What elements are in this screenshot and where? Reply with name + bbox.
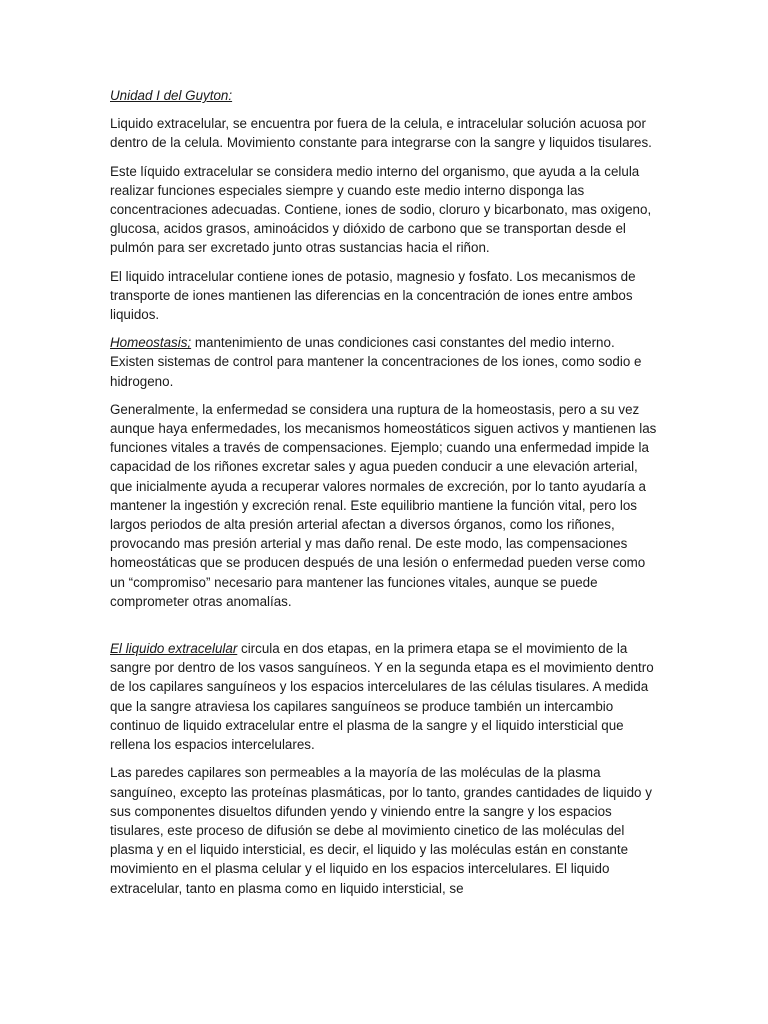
document-title xyxy=(110,86,662,105)
paragraph-4-text: mantenimiento de unas condiciones casi constantes del medio interno. Existen sistemas de control para mantener la concentraciones de los iones, como sodio e hidrogeno. xyxy=(110,335,642,389)
paragraph-5: Generalmente, la enfermedad se considera una ruptura de la homeostasis, pero a su vez aunque haya enfermedades, los mecanismos homeostáticos siguen activos y mantienen las funciones vitales a través de compensaciones. Ejemplo; cuando una enfermedad impide la capacidad de los riñones excretar sales y agua pueden conducir a une elevación arterial, que inicialmente ayuda a recuperar valores normales de excreción, por lo tanto ayudaría a mantener la ingestión y excreción renal. Este equilibrio mantiene la función vital, pero los largos periodos de alta presión arterial afectan a diversos órganos, como los riñones, provocando mas presión arterial y mas daño renal. De este modo, las compensaciones homeostáticas que se producen después de una lesión o enfermedad pueden verse como un “compromiso” necesario para mantener las funciones vitales, aunque se puede comprometer otras anomalías. xyxy=(110,401,657,609)
paragraph-6-text: circula en dos etapas, en la primera etapa se el movimiento de la sangre por dentro de los vasos sanguíneos. Y en la segunda etapa es el movimiento dentro de los capilares sanguíneos y los espacios intercelulares de las células tisulares. A medida que la sangre atraviesa los capilares sanguíneos se produce también un intercambio continuo de liquido extracelular entre el plasma de la sangre y el liquido intersticial que rellena los espacios intercelulares. xyxy=(110,641,654,753)
blank-line xyxy=(110,620,662,639)
paragraph-7: Las paredes capilares son permeables a la mayoría de las moléculas de la plasma sanguíneo, excepto las proteínas plasmáticas, por lo tanto, grandes cantidades de liquido y sus componentes disueltos difunden yendo y viniendo entre la sangre y los espacios tisulares, este proceso de difusión se debe al movimiento cinetico de las moléculas del plasma y en el liquido intersticial, es decir, el liquido y las moléculas están en constante movimiento en el plasma celular y el liquido en los espacios intercelulares. El liquido extracelular, tanto en plasma como en liquido intersticial, se xyxy=(110,765,652,896)
paragraph-1: Liquido extracelular, se encuentra por fuera de la celula, e intracelular solución acuosa por dentro de la celula. Movimiento constante para integrarse con la sangre y liquidos tisulares. xyxy=(110,116,652,151)
title-text: Unidad I del Guyton: xyxy=(110,88,233,103)
paragraph-2: Este líquido extracelular se considera medio interno del organismo, que ayuda a la celula realizar funciones especiales siempre y cuando este medio interno disponga las concentraciones adecuadas. Contiene, iones de sodio, cloruro y bicarbonato, mas oxigeno, glucosa, acidos grasos, aminoácidos y dióxido de carbono que se transportan desde el pulmón para ser excretado junto otras sustancias hacia el riñon. xyxy=(110,163,652,256)
paragraph-4 xyxy=(110,333,662,391)
document-page xyxy=(110,86,662,907)
liquido-extracelular-term: El liquido extracelular xyxy=(110,641,238,657)
paragraph-3: El liquido intracelular contiene iones de potasio, magnesio y fosfato. Los mecanismos de transporte de iones mantienen las diferencias en la concentración de iones entre ambos liquidos. xyxy=(110,268,636,323)
paragraph-6 xyxy=(110,639,662,754)
homeostasis-term: Homeostasis; xyxy=(110,335,192,351)
